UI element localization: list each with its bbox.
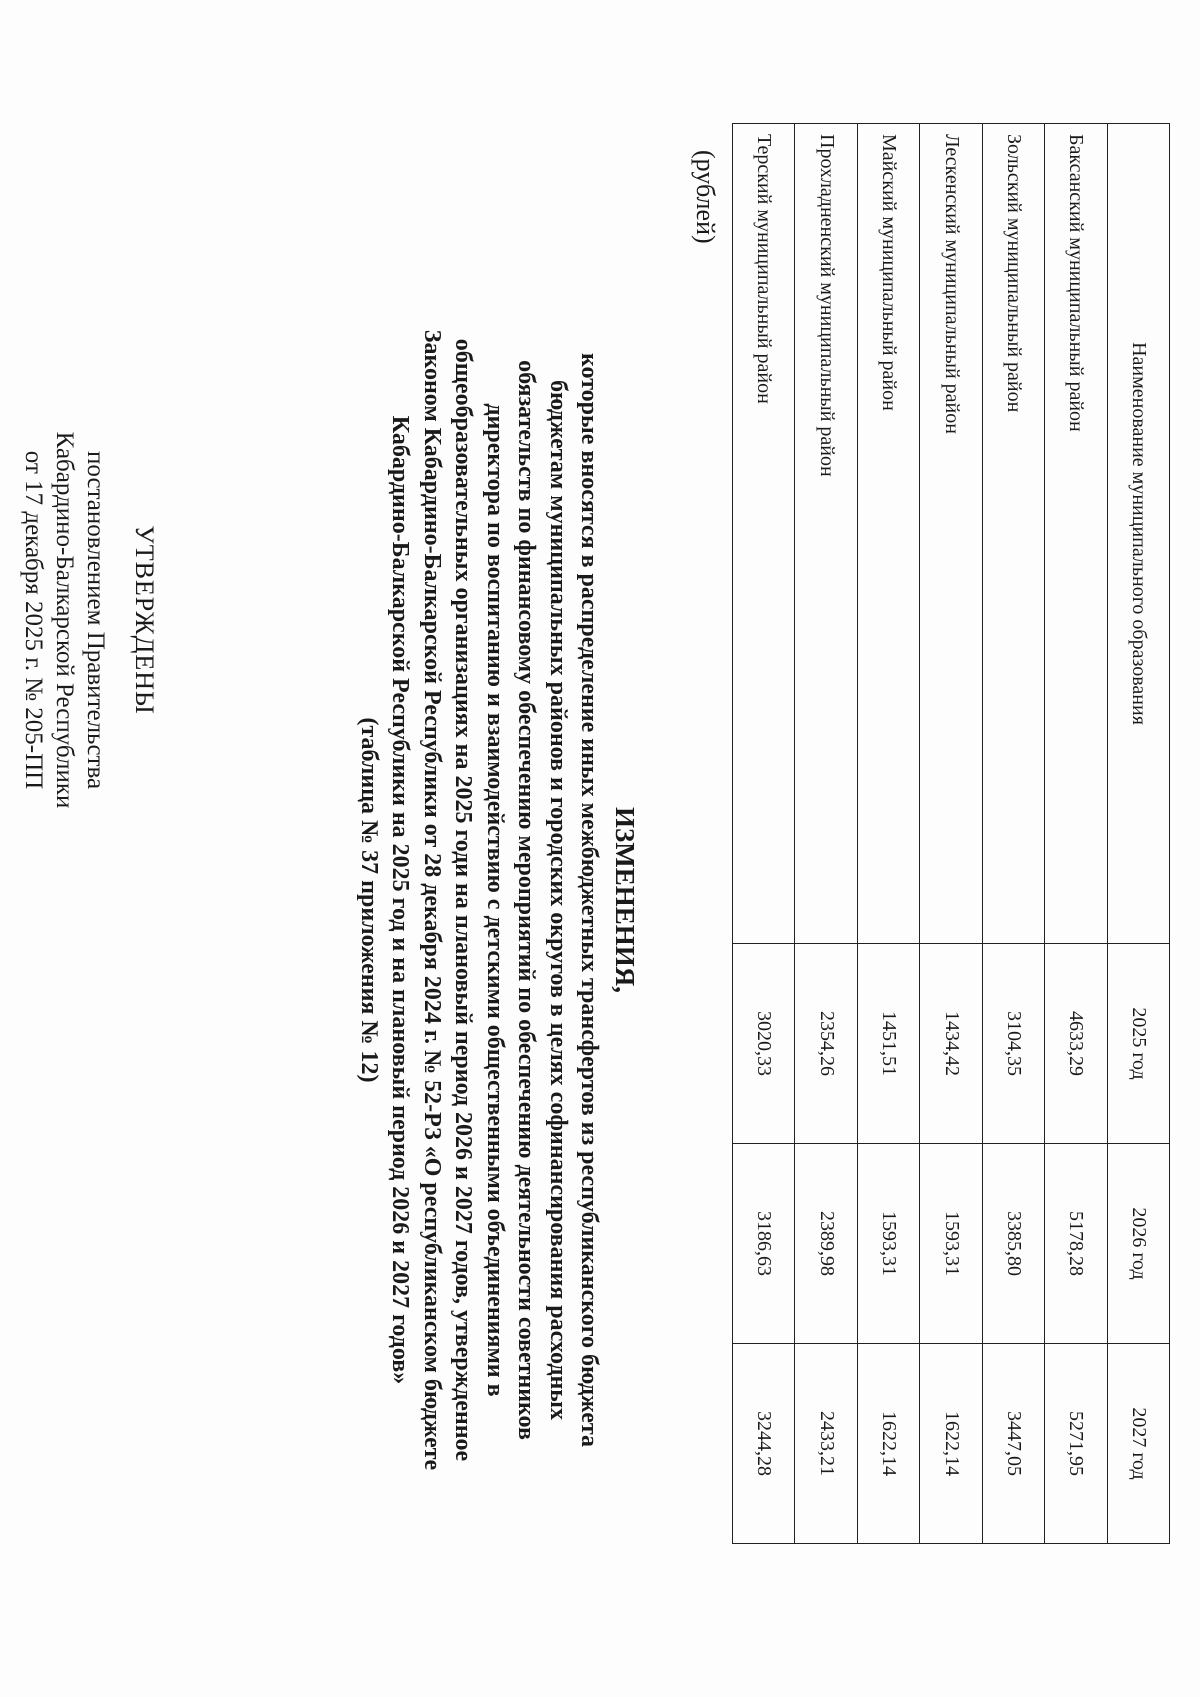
cell-2026: 5178,28	[1045, 1144, 1107, 1344]
cell-municipality: Майский муниципальный район	[857, 124, 919, 944]
cell-2026: 1593,31	[920, 1144, 982, 1344]
header-2027: 2027 год	[1107, 1344, 1169, 1544]
cell-2027: 3447,05	[982, 1344, 1044, 1544]
cell-2025: 1451,51	[857, 944, 919, 1144]
table-row	[857, 124, 919, 1544]
title-line: общеобразовательных организациях на 2025 годи на плановый период 2026 и 2027 годов, утвержденное	[450, 338, 477, 1462]
title-line: Кабардино-Балкарской Республики на 2025 год и на плановый период 2026 и 2027 годов»	[387, 415, 414, 1385]
cell-2026: 1593,31	[857, 1144, 919, 1344]
cell-2025: 1434,42	[920, 944, 982, 1144]
document-title	[353, 250, 641, 1550]
approval-line-2: Кабардино-Балкарской Республики	[51, 431, 78, 809]
approval-heading: УТВЕРЖДЕНЫ	[130, 525, 159, 715]
approval-line-3: от 17 декабря 2025 г. № 205-ПП	[20, 450, 47, 790]
cell-2027: 1622,14	[857, 1344, 919, 1544]
table-row	[1045, 124, 1107, 1544]
cell-municipality: Баксанский муниципальный район	[1045, 124, 1107, 944]
approval-line-1: постановлением Правительства	[82, 450, 109, 790]
title-line: Законом Кабардино-Балкарской Республики от 28 декабря 2024 г. № 52-РЗ «О республиканском бюджете	[419, 329, 445, 1471]
cell-2025: 3020,33	[733, 944, 795, 1144]
table-row	[795, 124, 857, 1544]
table-row	[920, 124, 982, 1544]
distribution-table	[732, 123, 1170, 1544]
cell-municipality: Зольский муниципальный район	[982, 124, 1044, 944]
cell-2026: 3385,80	[982, 1144, 1044, 1344]
title-line: директора по воспитанию и взаимодействию с детскими общественными объединениями в	[482, 403, 508, 1397]
title-line: обязательств по финансовому обеспечению мероприятий по обеспечению деятельности советников	[513, 360, 540, 1440]
cell-2027: 1622,14	[920, 1344, 982, 1544]
unit-label: (рублей)	[691, 150, 720, 244]
title-line: которые вносятся в распределение иных межбюджетных трансфертов из республиканского бюджета	[576, 353, 603, 1447]
cell-2025: 3104,35	[982, 944, 1044, 1144]
cell-2027: 2433,21	[795, 1344, 857, 1544]
cell-municipality: Прохладненский муниципальный район	[795, 124, 857, 944]
title-line: бюджетам муниципальных районов и городских округов в целях софинансирования расходных	[545, 379, 571, 1421]
cell-2027: 3244,28	[733, 1344, 795, 1544]
table-header-row	[1107, 124, 1169, 1544]
header-2026: 2026 год	[1107, 1144, 1169, 1344]
table-row	[733, 124, 795, 1544]
approval-block	[18, 170, 160, 1070]
title-main: ИЗМЕНЕНИЯ,	[610, 806, 640, 993]
cell-2027: 5271,95	[1045, 1344, 1107, 1544]
table-row	[982, 124, 1044, 1544]
cell-2025: 4633,29	[1045, 944, 1107, 1144]
cell-municipality: Терский муниципальный район	[733, 124, 795, 944]
header-2025: 2025 год	[1107, 944, 1169, 1144]
cell-2026: 3186,63	[733, 1144, 795, 1344]
cell-municipality: Лескенский муниципальный район	[920, 124, 982, 944]
cell-2026: 2389,98	[795, 1144, 857, 1344]
cell-2025: 2354,26	[795, 944, 857, 1144]
header-name: Наименование муниципального образования	[1107, 124, 1169, 944]
title-line: (таблица № 37 приложения № 12)	[356, 717, 382, 1083]
